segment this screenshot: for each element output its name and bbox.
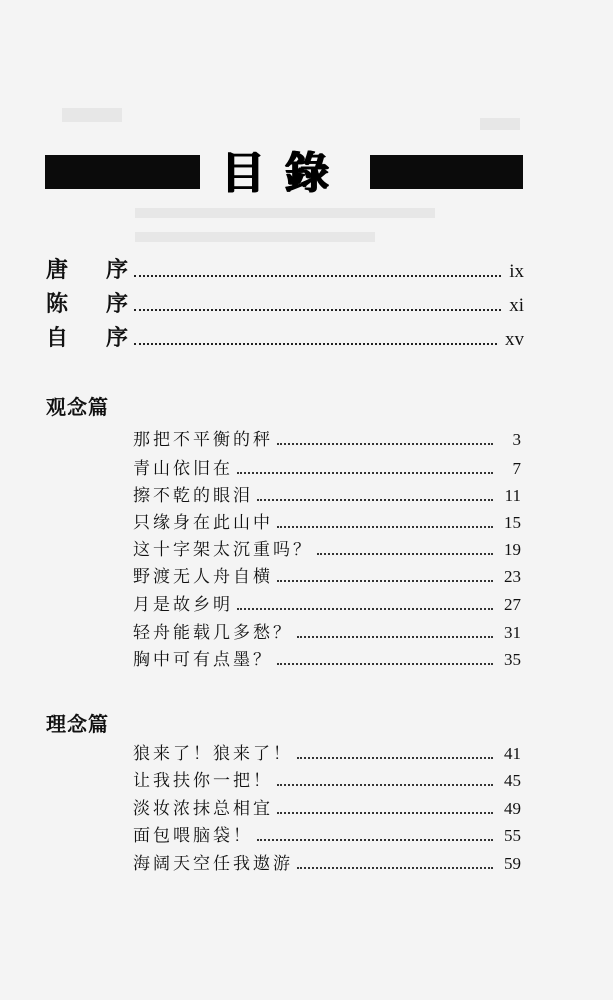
- entry-title: 让我扶你一把！: [133, 771, 273, 791]
- entry-title: 月是故乡明: [133, 595, 233, 615]
- preface-row: [46, 252, 524, 284]
- page-number: 59: [504, 854, 521, 873]
- toc-entry: [133, 562, 521, 588]
- entry-title: 淡妆浓抹总相宜: [133, 799, 273, 819]
- dot-leader: [237, 471, 493, 474]
- toc-entry: [133, 739, 521, 765]
- dot-leader: [134, 274, 501, 277]
- dot-leader: [277, 525, 493, 528]
- toc-entry: [133, 794, 521, 820]
- dot-leader: [134, 342, 497, 345]
- page-number: 27: [504, 595, 521, 614]
- bleed-through-mark: [480, 118, 520, 130]
- page-number: 3: [512, 430, 521, 449]
- toc-entry: [133, 481, 521, 507]
- dot-leader: [277, 442, 493, 445]
- toc-entry: [133, 821, 521, 847]
- dot-leader: [297, 635, 493, 638]
- dot-leader: [257, 498, 493, 501]
- toc-entry: [133, 454, 521, 480]
- entry-title: 那把不平衡的秤: [133, 430, 273, 450]
- dot-leader: [237, 607, 493, 610]
- page-number: 45: [504, 771, 521, 790]
- bleed-through-mark: [62, 108, 122, 122]
- bleed-through-mark: [135, 232, 375, 242]
- preface-row: [46, 320, 524, 352]
- page-title: 目錄: [221, 148, 349, 199]
- page-number: 15: [504, 513, 521, 532]
- toc-entry: [133, 425, 521, 451]
- entry-title: 这十字架太沉重吗？: [133, 540, 313, 560]
- page-number: 23: [504, 567, 521, 586]
- section-heading: 理念篇: [46, 712, 109, 736]
- toc-entry: [133, 849, 521, 875]
- page-number: xi: [509, 295, 524, 316]
- page-number: 7: [512, 459, 521, 478]
- dot-leader: [297, 866, 493, 869]
- preface-label: [46, 292, 128, 318]
- entry-title: 狼来了！狼来了！: [133, 744, 293, 764]
- preface-label-char: 序: [105, 326, 128, 351]
- toc-entry: [133, 645, 521, 671]
- preface-label-char: 序: [105, 292, 128, 317]
- dot-leader: [277, 662, 493, 665]
- dot-leader: [277, 811, 493, 814]
- entry-title: 只缘身在此山中: [133, 513, 273, 533]
- preface-label: [46, 326, 128, 352]
- bleed-through-mark: [135, 208, 435, 218]
- preface-row: [46, 286, 524, 318]
- page-number: 55: [504, 826, 521, 845]
- entry-title: 胸中可有点墨？: [133, 650, 273, 670]
- toc-entry: [133, 618, 521, 644]
- dot-leader: [277, 579, 493, 582]
- page-number: 11: [504, 486, 521, 505]
- entry-title: 擦不乾的眼泪: [133, 486, 253, 506]
- toc-entry: [133, 766, 521, 792]
- dot-leader: [277, 783, 493, 786]
- preface-label-char: 自: [46, 326, 69, 351]
- preface-label: [46, 258, 128, 284]
- page-number: 31: [504, 623, 521, 642]
- page-number: ix: [509, 261, 524, 282]
- toc-entry: [133, 508, 521, 534]
- preface-label-char: 陈: [46, 292, 69, 317]
- preface-label-char: 序: [105, 258, 128, 283]
- entry-title: 轻舟能载几多愁？: [133, 623, 293, 643]
- entry-title: 青山依旧在: [133, 459, 233, 479]
- preface-label-char: 唐: [46, 258, 69, 283]
- dot-leader: [257, 838, 493, 841]
- entry-title: 面包喂脑袋！: [133, 826, 253, 846]
- page-number: 49: [504, 799, 521, 818]
- page-number: 35: [504, 650, 521, 669]
- page-number: xv: [505, 329, 524, 350]
- toc-entry: [133, 535, 521, 561]
- section-heading: 观念篇: [46, 395, 109, 419]
- dot-leader: [317, 552, 493, 555]
- toc-entry: [133, 590, 521, 616]
- page-number: 19: [504, 540, 521, 559]
- dot-leader: [297, 756, 493, 759]
- entry-title: 野渡无人舟自横: [133, 567, 273, 587]
- page-number: 41: [504, 744, 521, 763]
- entry-title: 海阔天空任我遨游: [133, 854, 293, 874]
- dot-leader: [134, 308, 501, 311]
